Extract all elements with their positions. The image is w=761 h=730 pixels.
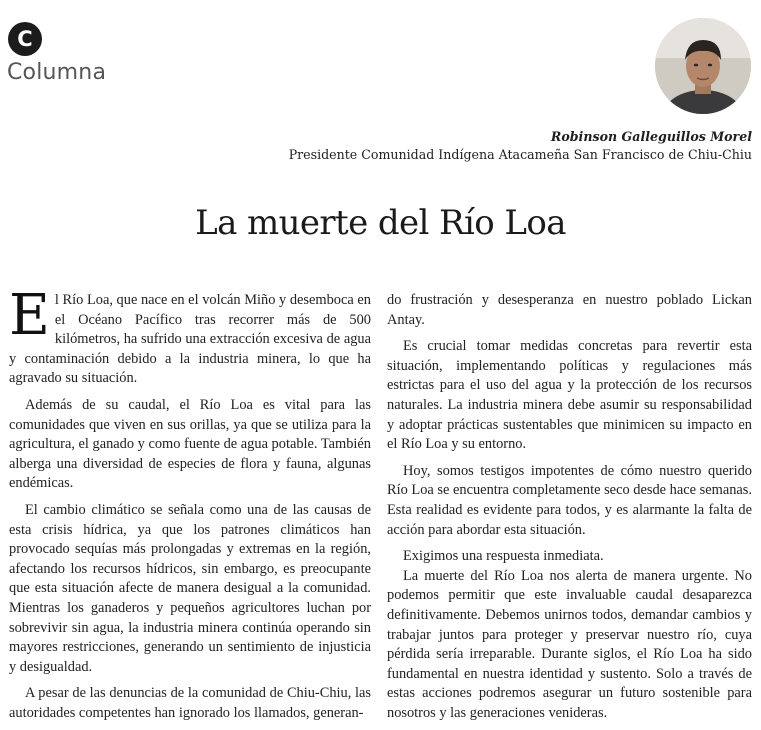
paragraph: Hoy, somos testigos impotentes de cómo nuestro querido Río Loa se encuentra completamente seco desde hace semanas. Esta realidad es evidente para todos, y es alarmante la falta de acción para abordar esta situación. (387, 462, 752, 538)
paragraph: Además de su caudal, el Río Loa es vital para las comunidades que viven en sus orillas, ya que se utiliza para la agricultura, el ganado y como fuente de agua potable. También alberga una diversidad de especies de flora y fauna, algunas endémicas. (9, 396, 371, 492)
paragraph (9, 283, 371, 389)
author-block (289, 128, 752, 164)
paragraph-text: l Río Loa, que nace en el volcán Miño y desemboca en el Océano Pacífico tras recorrer más de 500 kilómetros, ha sufrido una extracción excesiva de agua y contaminación debido a la industria minera, lo que ha agravado su situación. (9, 292, 371, 387)
section-badge: C (8, 22, 42, 56)
paragraph: A pesar de las denuncias de la comunidad de Chiu-Chiu, las autoridades competentes han ignorado los llamados, generan- (9, 685, 371, 721)
paragraph: Es crucial tomar medidas concretas para revertir esta situación, implementando políticas y regulaciones más estrictas para el uso del agua y la protección de los recursos naturales. La industria minera debe asumir su responsabilidad y adoptar prácticas sustentables que minimicen su impacto en el Río Loa y su entorno. (387, 338, 752, 453)
paragraph: do frustración y desesperanza en nuestro poblado Lickan Antay. (387, 292, 752, 328)
article-column-2 (387, 291, 752, 730)
author-role: Presidente Comunidad Indígena Atacameña San Francisco de Chiu-Chiu (288, 147, 752, 162)
author-name: Robinson Galleguillos Morel (550, 129, 752, 144)
paragraph: Exigimos una respuesta inmediata. (403, 548, 604, 565)
section-label: Columna (7, 60, 107, 85)
article-column-1 (9, 283, 371, 730)
paragraph: El cambio climático se señala como una de las causas de esta crisis hídrica, ya que los patrones climáticos han provocado sequías más prolongadas y extremas en la región, afectando los recursos hídricos, sin embargo, es preocupante que esta situación afecte de manera desigual a la comunidad. Mientras los ganaderos y pequeños agricultores luchan por sobrevivir sin agua, la industria minera continúa operando sin mayores restricciones, generando un sentimiento de injusticia y desigualdad. (9, 501, 371, 675)
paragraph: La muerte del Río Loa nos alerta de manera urgente. No podemos permitir que este invaluable caudal desaparezca definitivamente. Debemos unirnos todos, demandar cambios y trabajar juntos para proteger y preservar nuestro río, cuya pérdida sería irreparable. Durante siglos, el Río Loa ha sido fundamental en nuestra identidad y sustento. Solo a través de estas acciones podremos asegurar un futuro sostenible para nosotros y las generaciones venideras. (387, 567, 752, 721)
author-photo (655, 18, 751, 114)
drop-cap: E (9, 283, 50, 348)
headline: La muerte del Río Loa (195, 203, 566, 243)
